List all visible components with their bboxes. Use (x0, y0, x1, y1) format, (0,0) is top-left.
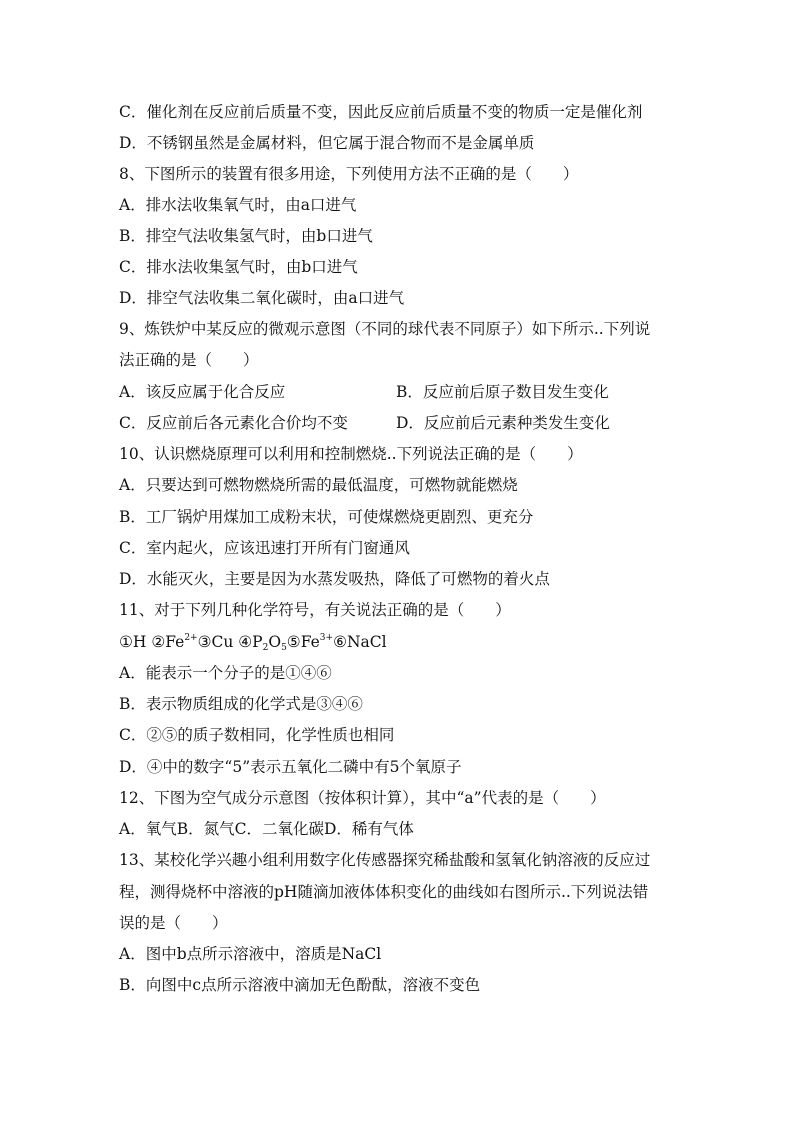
q9-option-b: B．反应前后原子数目发生变化 (396, 383, 609, 401)
q7-option-d: D．不锈钢虽然是金属材料，但它属于混合物而不是金属单质 (119, 134, 535, 152)
q13-option-a: A．图中b点所示溶液中，溶质是NaCl (119, 945, 382, 963)
q9-stem-line1: 9、炼铁炉中某反应的微观示意图（不同的球代表不同原子）如下所示..下列说 (119, 320, 651, 338)
q13-stem-line1: 13、某校化学兴趣小组利用数字化传感器探究稀盐酸和氢氧化钠溶液的反应过 (119, 851, 651, 869)
q9-option-a: A．该反应属于化合反应 (119, 383, 286, 401)
q9-option-d: D．反应前后元素种类发生变化 (396, 414, 610, 432)
q13-stem-line2: 程，测得烧杯中溶液的pH随滴加液体体积变化的曲线如右图所示..下列说法错 (119, 883, 649, 901)
q10-option-a: A．只要达到可燃物燃烧所需的最低温度，可燃物就能燃烧 (119, 476, 518, 494)
q7-option-c: C．催化剂在反应前后质量不变，因此反应前后质量不变的物质一定是催化剂 (119, 103, 643, 121)
q8-option-a: A．排水法收集氧气时，由a口进气 (119, 196, 357, 214)
q11-option-c: C．②⑤的质子数相同，化学性质也相同 (119, 726, 395, 744)
q11-option-a: A．能表示一个分子的是①④⑥ (119, 664, 332, 682)
q11-symbols: ①H $②Fe^{2+}③Cu$ $④P_2O_5⑤Fe^{3+}⑥NaCl$ (119, 633, 387, 653)
q13-stem-line3: 误的是（ ） (119, 914, 228, 932)
q12-stem: 12、下图为空气成分示意图（按体积计算），其中“a”代表的是（ ） (119, 789, 606, 807)
q9-option-c: C．反应前后各元素化合价均不变 (119, 414, 348, 432)
q10-option-b: B．工厂锅炉用煤加工成粉末状，可使煤燃烧更剧烈、更充分 (119, 508, 534, 526)
q8-option-d: D．排空气法收集二氧化碳时，由a口进气 (119, 289, 405, 307)
q11-option-d: D．④中的数字“5”表示五氧化二磷中有5个氧原子 (119, 758, 462, 776)
q13-option-b: B．向图中c点所示溶液中滴加无色酚酞，溶液不变色 (119, 976, 481, 994)
q8-option-b: B．排空气法收集氢气时，由b口进气 (119, 227, 373, 245)
q11-stem: 11、对于下列几种化学符号，有关说法正确的是（ ） (119, 601, 511, 619)
q9-stem-line2: 法正确的是（ ） (119, 351, 259, 369)
q8-option-c: C．排水法收集氢气时，由b口进气 (119, 258, 358, 276)
q10-option-c: C．室内起火，应该迅速打开所有门窗通风 (119, 539, 410, 557)
q10-stem: 10、认识燃烧原理可以利用和控制燃烧..下列说法正确的是（ ） (119, 445, 583, 463)
q11-option-b: B．表示物质组成的化学式是③④⑥ (119, 695, 363, 713)
q12-options: A．氧气B．氮气C．二氧化碳D．稀有气体 (119, 820, 414, 838)
q8-stem: 8、下图所示的装置有很多用途，下列使用方法不正确的是（ ） (119, 165, 579, 183)
q10-option-d: D．水能灭火，主要是因为水蒸发吸热，降低了可燃物的着火点 (119, 570, 550, 588)
